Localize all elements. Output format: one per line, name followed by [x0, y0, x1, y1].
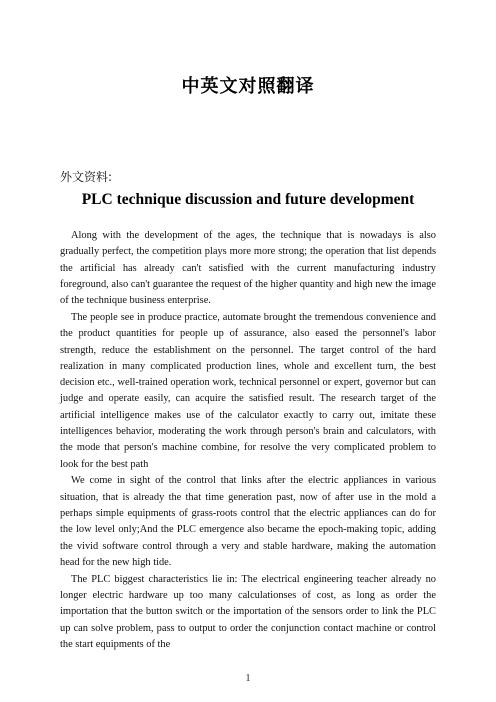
page-number: 1 [245, 673, 251, 684]
article-body [60, 228, 436, 654]
paragraph: The PLC biggest characteristics lie in: The electrical engineering teacher already no longer electric hardware up too many calculationses of cost, as long as order the importation that the button switch or the importation of the sensors order to link the PLC up can solve problem, pass to output to order the conjunction contact machine or control the start equipments of the [60, 573, 436, 650]
document-title: 中英文对照翻译 [181, 76, 315, 97]
article-title: PLC technique discussion and future development [81, 191, 415, 208]
paragraph: We come in sight of the control that links after the electric appliances in various situation, that is already the that time generation past, now of after use in the mold a perhaps simple equipments of grass-roots control that the electric appliances can do for the low level only;And the PLC emergence also became the epoch-making topic, adding the vivid software control through a very and stable hardware, making the automation head for the new high tide. [60, 475, 436, 568]
paragraph: The people see in produce practice, automate brought the tremendous convenience and the product quantities for people up of assurance, also eased the personnel's labor strength, reduce the establishment on the personnel. The target control of the hard realization in many complicated production lines, whole and excellent turn, the best decision etc., well-trained operation work, technical personnel or expert, governor but can judge and operate easily, can acquire the satisfied result. The research target of the artificial intelligence makes use of the calculator exactly to carry out, imitate these intelligences behavior, moderating the work through person's brain and calculators, with the mode that person's machine combine, for resolve the very complicated problem to look for the best path [60, 311, 436, 470]
section-label: 外文资料: [60, 170, 113, 184]
paragraph: Along with the development of the ages, the technique that is nowadays is also gradually perfect, the competition plays more more strong; the operation that list depends the artificial has already can't satisfied with the current manufacturing industry foreground, also can't guarantee the request of the higher quantity and high new the image of the technique business enterprise. [60, 230, 436, 307]
